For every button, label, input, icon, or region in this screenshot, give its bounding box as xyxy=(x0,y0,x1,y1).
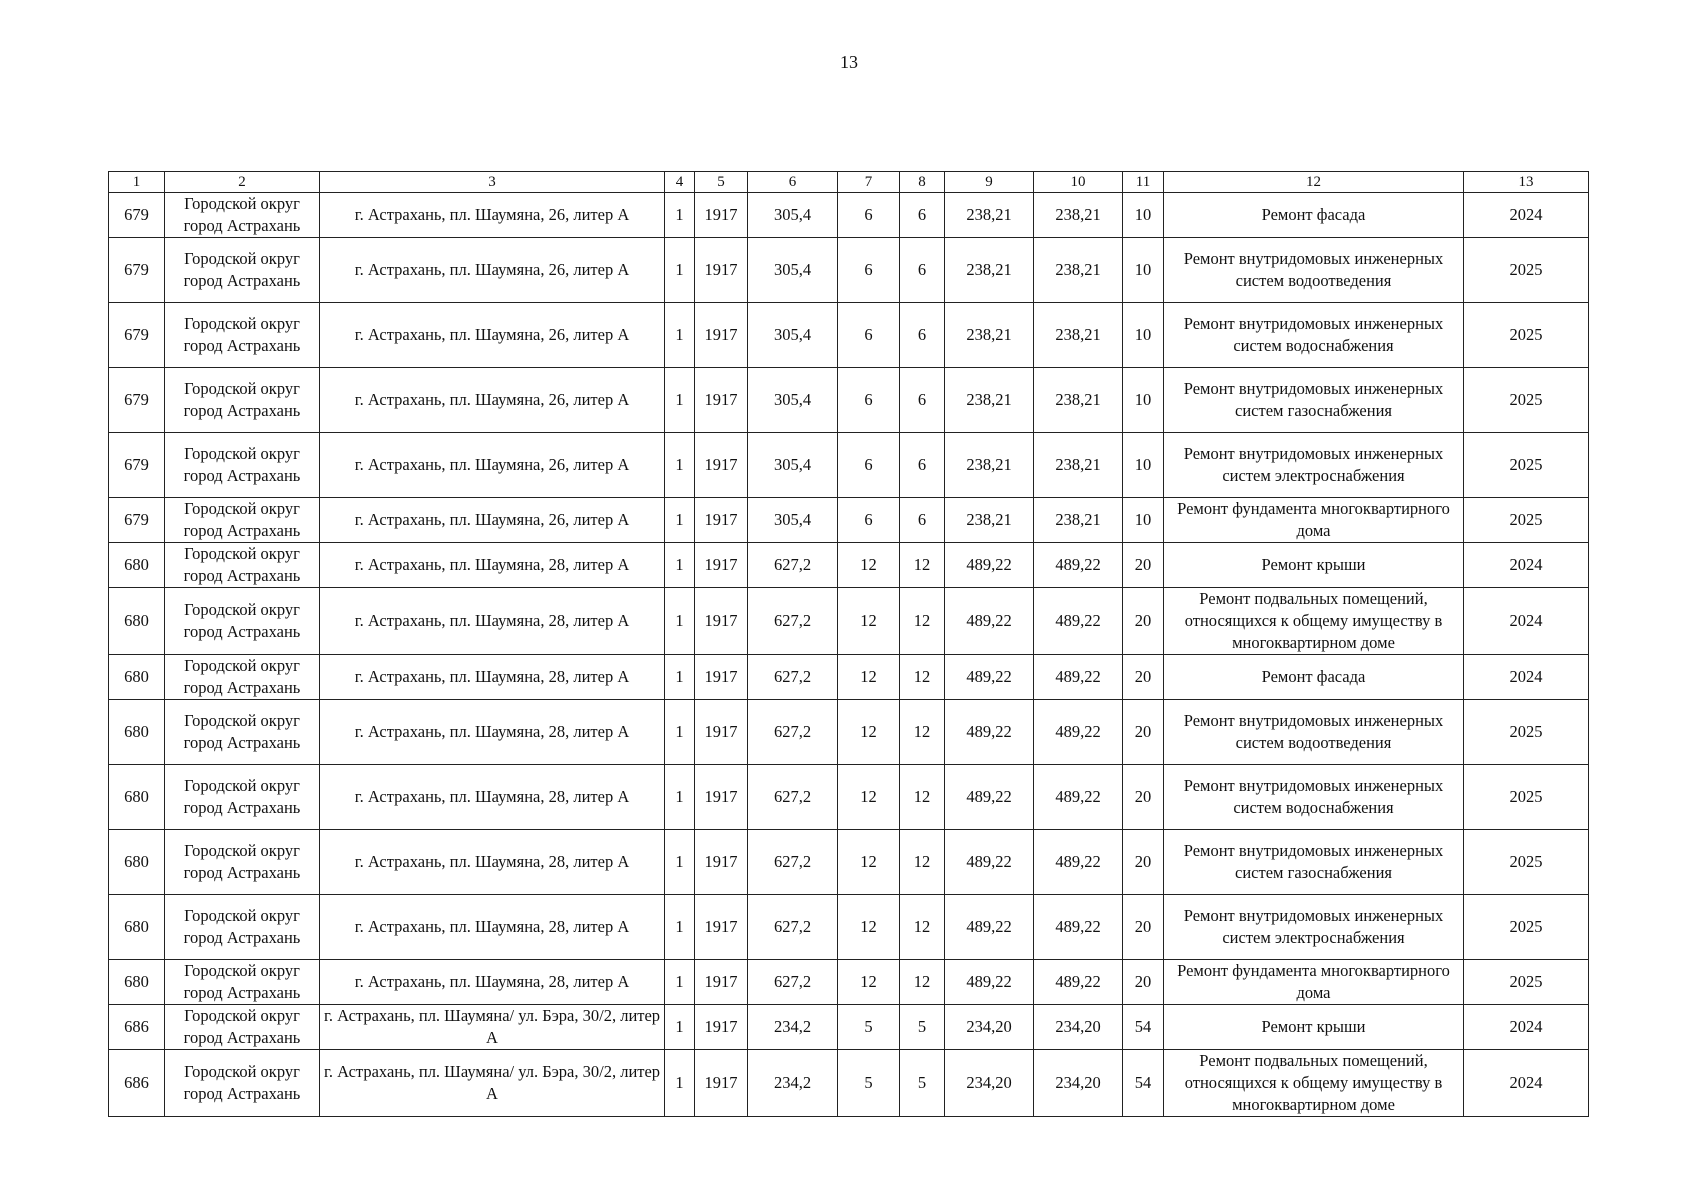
cell-col-4: 1 xyxy=(665,543,695,588)
table-row xyxy=(109,588,1589,655)
column-header: 3 xyxy=(320,172,665,193)
column-header: 13 xyxy=(1464,172,1589,193)
cell-address: г. Астрахань, пл. Шаумяна, 26, литер А xyxy=(320,238,665,303)
cell-address: г. Астрахань, пл. Шаумяна, 26, литер А xyxy=(320,433,665,498)
cell-municipality: Городской округ город Астрахань xyxy=(165,960,320,1005)
cell-period: 2025 xyxy=(1464,238,1589,303)
cell-col-8: 6 xyxy=(900,433,945,498)
cell-municipality: Городской округ город Астрахань xyxy=(165,1005,320,1050)
cell-period: 2025 xyxy=(1464,700,1589,765)
cell-year: 1917 xyxy=(695,588,748,655)
cell-area: 305,4 xyxy=(748,498,838,543)
cell-col-8: 5 xyxy=(900,1005,945,1050)
cell-area: 627,2 xyxy=(748,588,838,655)
cell-municipality: Городской округ город Астрахань xyxy=(165,303,320,368)
cell-object-number: 680 xyxy=(109,588,165,655)
cell-year: 1917 xyxy=(695,1005,748,1050)
cell-municipality: Городской округ город Астрахань xyxy=(165,543,320,588)
cell-col-10: 489,22 xyxy=(1034,960,1123,1005)
cell-work-type: Ремонт фасада xyxy=(1164,193,1464,238)
cell-col-8: 12 xyxy=(900,588,945,655)
cell-period: 2024 xyxy=(1464,1050,1589,1117)
cell-col-11: 20 xyxy=(1123,895,1164,960)
cell-period: 2025 xyxy=(1464,303,1589,368)
cell-col-10: 238,21 xyxy=(1034,433,1123,498)
cell-address: г. Астрахань, пл. Шаумяна, 28, литер А xyxy=(320,655,665,700)
cell-address: г. Астрахань, пл. Шаумяна, 26, литер А xyxy=(320,193,665,238)
cell-col-9: 238,21 xyxy=(945,303,1034,368)
cell-municipality: Городской округ город Астрахань xyxy=(165,588,320,655)
cell-object-number: 680 xyxy=(109,960,165,1005)
cell-work-type: Ремонт внутридомовых инженерных систем газоснабжения xyxy=(1164,368,1464,433)
cell-municipality: Городской округ город Астрахань xyxy=(165,1050,320,1117)
cell-period: 2024 xyxy=(1464,1005,1589,1050)
cell-col-9: 234,20 xyxy=(945,1050,1034,1117)
cell-work-type: Ремонт крыши xyxy=(1164,543,1464,588)
cell-col-4: 1 xyxy=(665,765,695,830)
cell-municipality: Городской округ город Астрахань xyxy=(165,765,320,830)
cell-col-4: 1 xyxy=(665,368,695,433)
cell-period: 2025 xyxy=(1464,498,1589,543)
cell-area: 305,4 xyxy=(748,368,838,433)
page-number: 13 xyxy=(840,52,858,72)
cell-year: 1917 xyxy=(695,303,748,368)
cell-col-10: 238,21 xyxy=(1034,498,1123,543)
cell-period: 2024 xyxy=(1464,588,1589,655)
cell-object-number: 679 xyxy=(109,303,165,368)
cell-col-11: 20 xyxy=(1123,960,1164,1005)
cell-year: 1917 xyxy=(695,700,748,765)
cell-period: 2025 xyxy=(1464,433,1589,498)
cell-municipality: Городской округ город Астрахань xyxy=(165,700,320,765)
cell-area: 627,2 xyxy=(748,543,838,588)
cell-col-7: 6 xyxy=(838,433,900,498)
cell-year: 1917 xyxy=(695,960,748,1005)
cell-address: г. Астрахань, пл. Шаумяна, 28, литер А xyxy=(320,895,665,960)
cell-col-4: 1 xyxy=(665,303,695,368)
cell-col-9: 489,22 xyxy=(945,700,1034,765)
cell-col-4: 1 xyxy=(665,1050,695,1117)
cell-object-number: 679 xyxy=(109,368,165,433)
cell-col-7: 12 xyxy=(838,765,900,830)
cell-area: 627,2 xyxy=(748,655,838,700)
cell-col-9: 489,22 xyxy=(945,588,1034,655)
cell-col-4: 1 xyxy=(665,960,695,1005)
table-row xyxy=(109,1005,1589,1050)
cell-col-9: 489,22 xyxy=(945,655,1034,700)
cell-col-8: 6 xyxy=(900,238,945,303)
cell-col-9: 238,21 xyxy=(945,498,1034,543)
cell-col-9: 489,22 xyxy=(945,895,1034,960)
cell-area: 305,4 xyxy=(748,238,838,303)
column-header: 5 xyxy=(695,172,748,193)
cell-object-number: 679 xyxy=(109,433,165,498)
cell-object-number: 679 xyxy=(109,498,165,543)
cell-address: г. Астрахань, пл. Шаумяна, 28, литер А xyxy=(320,830,665,895)
cell-col-9: 489,22 xyxy=(945,960,1034,1005)
table-row xyxy=(109,368,1589,433)
cell-col-10: 234,20 xyxy=(1034,1005,1123,1050)
table-row xyxy=(109,543,1589,588)
cell-work-type: Ремонт внутридомовых инженерных систем электроснабжения xyxy=(1164,433,1464,498)
table-body xyxy=(109,193,1589,1117)
cell-area: 234,2 xyxy=(748,1005,838,1050)
cell-work-type: Ремонт внутридомовых инженерных систем водоотведения xyxy=(1164,700,1464,765)
table-row xyxy=(109,895,1589,960)
table-row xyxy=(109,1050,1589,1117)
cell-col-10: 489,22 xyxy=(1034,588,1123,655)
cell-col-9: 234,20 xyxy=(945,1005,1034,1050)
cell-object-number: 680 xyxy=(109,543,165,588)
column-header: 1 xyxy=(109,172,165,193)
cell-area: 305,4 xyxy=(748,303,838,368)
cell-work-type: Ремонт внутридомовых инженерных систем газоснабжения xyxy=(1164,830,1464,895)
cell-municipality: Городской округ город Астрахань xyxy=(165,433,320,498)
cell-col-10: 238,21 xyxy=(1034,193,1123,238)
table-row xyxy=(109,960,1589,1005)
cell-col-4: 1 xyxy=(665,655,695,700)
table-row xyxy=(109,830,1589,895)
cell-object-number: 680 xyxy=(109,765,165,830)
cell-col-11: 10 xyxy=(1123,193,1164,238)
column-header: 4 xyxy=(665,172,695,193)
cell-col-10: 238,21 xyxy=(1034,238,1123,303)
cell-municipality: Городской округ город Астрахань xyxy=(165,193,320,238)
cell-area: 627,2 xyxy=(748,895,838,960)
cell-col-11: 20 xyxy=(1123,830,1164,895)
cell-year: 1917 xyxy=(695,193,748,238)
cell-col-9: 238,21 xyxy=(945,238,1034,303)
cell-work-type: Ремонт внутридомовых инженерных систем электроснабжения xyxy=(1164,895,1464,960)
cell-col-9: 238,21 xyxy=(945,368,1034,433)
cell-col-7: 6 xyxy=(838,368,900,433)
column-header: 11 xyxy=(1123,172,1164,193)
cell-period: 2024 xyxy=(1464,543,1589,588)
cell-col-8: 6 xyxy=(900,193,945,238)
column-header: 6 xyxy=(748,172,838,193)
cell-work-type: Ремонт внутридомовых инженерных систем водоснабжения xyxy=(1164,765,1464,830)
cell-col-8: 12 xyxy=(900,543,945,588)
cell-col-9: 489,22 xyxy=(945,830,1034,895)
cell-col-11: 54 xyxy=(1123,1005,1164,1050)
cell-col-4: 1 xyxy=(665,433,695,498)
cell-work-type: Ремонт фундамента многоквартирного дома xyxy=(1164,960,1464,1005)
cell-col-10: 238,21 xyxy=(1034,303,1123,368)
cell-col-10: 489,22 xyxy=(1034,543,1123,588)
table-row xyxy=(109,498,1589,543)
cell-col-8: 12 xyxy=(900,765,945,830)
cell-municipality: Городской округ город Астрахань xyxy=(165,238,320,303)
cell-work-type: Ремонт подвальных помещений, относящихся к общему имуществу в многоквартирном доме xyxy=(1164,588,1464,655)
cell-col-11: 10 xyxy=(1123,498,1164,543)
cell-col-11: 20 xyxy=(1123,588,1164,655)
cell-col-11: 10 xyxy=(1123,433,1164,498)
cell-col-8: 12 xyxy=(900,960,945,1005)
cell-col-8: 12 xyxy=(900,830,945,895)
cell-year: 1917 xyxy=(695,433,748,498)
cell-col-7: 6 xyxy=(838,238,900,303)
cell-work-type: Ремонт фасада xyxy=(1164,655,1464,700)
cell-area: 627,2 xyxy=(748,960,838,1005)
cell-period: 2025 xyxy=(1464,830,1589,895)
cell-col-11: 10 xyxy=(1123,303,1164,368)
table-row xyxy=(109,700,1589,765)
cell-object-number: 679 xyxy=(109,238,165,303)
cell-col-11: 20 xyxy=(1123,543,1164,588)
cell-col-11: 20 xyxy=(1123,700,1164,765)
cell-col-10: 489,22 xyxy=(1034,655,1123,700)
cell-col-10: 489,22 xyxy=(1034,765,1123,830)
cell-period: 2025 xyxy=(1464,960,1589,1005)
cell-object-number: 680 xyxy=(109,895,165,960)
column-header: 8 xyxy=(900,172,945,193)
cell-municipality: Городской округ город Астрахань xyxy=(165,655,320,700)
cell-col-4: 1 xyxy=(665,895,695,960)
cell-col-8: 5 xyxy=(900,1050,945,1117)
cell-year: 1917 xyxy=(695,368,748,433)
cell-col-4: 1 xyxy=(665,700,695,765)
cell-work-type: Ремонт внутридомовых инженерных систем водоснабжения xyxy=(1164,303,1464,368)
cell-address: г. Астрахань, пл. Шаумяна, 28, литер А xyxy=(320,960,665,1005)
column-number-row xyxy=(109,172,1589,193)
cell-address: г. Астрахань, пл. Шаумяна, 28, литер А xyxy=(320,543,665,588)
cell-col-7: 12 xyxy=(838,960,900,1005)
column-header: 2 xyxy=(165,172,320,193)
cell-area: 627,2 xyxy=(748,700,838,765)
cell-col-8: 6 xyxy=(900,368,945,433)
cell-col-7: 6 xyxy=(838,303,900,368)
cell-col-4: 1 xyxy=(665,588,695,655)
cell-col-8: 12 xyxy=(900,895,945,960)
cell-address: г. Астрахань, пл. Шаумяна/ ул. Бэра, 30/2, литер А xyxy=(320,1005,665,1050)
cell-area: 627,2 xyxy=(748,830,838,895)
cell-address: г. Астрахань, пл. Шаумяна, 26, литер А xyxy=(320,303,665,368)
cell-col-9: 238,21 xyxy=(945,433,1034,498)
cell-address: г. Астрахань, пл. Шаумяна/ ул. Бэра, 30/2, литер А xyxy=(320,1050,665,1117)
cell-col-4: 1 xyxy=(665,238,695,303)
cell-col-9: 489,22 xyxy=(945,765,1034,830)
cell-municipality: Городской округ город Астрахань xyxy=(165,498,320,543)
cell-area: 234,2 xyxy=(748,1050,838,1117)
cell-area: 305,4 xyxy=(748,433,838,498)
cell-year: 1917 xyxy=(695,655,748,700)
table-row xyxy=(109,765,1589,830)
cell-municipality: Городской округ город Астрахань xyxy=(165,895,320,960)
cell-col-7: 12 xyxy=(838,655,900,700)
cell-year: 1917 xyxy=(695,830,748,895)
cell-col-4: 1 xyxy=(665,830,695,895)
cell-col-7: 12 xyxy=(838,700,900,765)
capital-repair-table xyxy=(108,171,1589,1117)
cell-col-11: 20 xyxy=(1123,655,1164,700)
column-header: 12 xyxy=(1164,172,1464,193)
cell-year: 1917 xyxy=(695,1050,748,1117)
cell-col-7: 12 xyxy=(838,830,900,895)
cell-address: г. Астрахань, пл. Шаумяна, 28, литер А xyxy=(320,700,665,765)
column-header: 10 xyxy=(1034,172,1123,193)
cell-work-type: Ремонт крыши xyxy=(1164,1005,1464,1050)
table-row xyxy=(109,303,1589,368)
cell-col-8: 6 xyxy=(900,498,945,543)
cell-year: 1917 xyxy=(695,765,748,830)
cell-col-10: 489,22 xyxy=(1034,700,1123,765)
table-row xyxy=(109,655,1589,700)
cell-col-7: 12 xyxy=(838,543,900,588)
cell-col-7: 12 xyxy=(838,588,900,655)
cell-period: 2024 xyxy=(1464,655,1589,700)
column-header: 9 xyxy=(945,172,1034,193)
cell-col-10: 489,22 xyxy=(1034,895,1123,960)
table-row xyxy=(109,238,1589,303)
cell-work-type: Ремонт фундамента многоквартирного дома xyxy=(1164,498,1464,543)
cell-col-8: 6 xyxy=(900,303,945,368)
cell-address: г. Астрахань, пл. Шаумяна, 26, литер А xyxy=(320,368,665,433)
cell-col-8: 12 xyxy=(900,700,945,765)
cell-col-10: 238,21 xyxy=(1034,368,1123,433)
cell-municipality: Городской округ город Астрахань xyxy=(165,830,320,895)
cell-address: г. Астрахань, пл. Шаумяна, 28, литер А xyxy=(320,765,665,830)
table-row xyxy=(109,433,1589,498)
cell-col-11: 54 xyxy=(1123,1050,1164,1117)
cell-col-11: 20 xyxy=(1123,765,1164,830)
cell-municipality: Городской округ город Астрахань xyxy=(165,368,320,433)
cell-col-11: 10 xyxy=(1123,238,1164,303)
cell-area: 627,2 xyxy=(748,765,838,830)
cell-col-7: 5 xyxy=(838,1050,900,1117)
cell-col-9: 238,21 xyxy=(945,193,1034,238)
cell-object-number: 679 xyxy=(109,193,165,238)
cell-address: г. Астрахань, пл. Шаумяна, 26, литер А xyxy=(320,498,665,543)
table-row xyxy=(109,193,1589,238)
cell-address: г. Астрахань, пл. Шаумяна, 28, литер А xyxy=(320,588,665,655)
cell-col-11: 10 xyxy=(1123,368,1164,433)
cell-object-number: 680 xyxy=(109,655,165,700)
cell-col-7: 12 xyxy=(838,895,900,960)
cell-year: 1917 xyxy=(695,895,748,960)
cell-year: 1917 xyxy=(695,238,748,303)
cell-object-number: 686 xyxy=(109,1005,165,1050)
cell-col-10: 489,22 xyxy=(1034,830,1123,895)
cell-object-number: 680 xyxy=(109,830,165,895)
column-header: 7 xyxy=(838,172,900,193)
cell-col-10: 234,20 xyxy=(1034,1050,1123,1117)
cell-col-7: 6 xyxy=(838,193,900,238)
cell-object-number: 686 xyxy=(109,1050,165,1117)
cell-period: 2024 xyxy=(1464,193,1589,238)
cell-col-4: 1 xyxy=(665,193,695,238)
cell-work-type: Ремонт подвальных помещений, относящихся к общему имуществу в многоквартирном доме xyxy=(1164,1050,1464,1117)
cell-period: 2025 xyxy=(1464,368,1589,433)
cell-work-type: Ремонт внутридомовых инженерных систем водоотведения xyxy=(1164,238,1464,303)
cell-year: 1917 xyxy=(695,498,748,543)
cell-period: 2025 xyxy=(1464,895,1589,960)
cell-period: 2025 xyxy=(1464,765,1589,830)
cell-col-4: 1 xyxy=(665,498,695,543)
cell-year: 1917 xyxy=(695,543,748,588)
cell-col-4: 1 xyxy=(665,1005,695,1050)
cell-col-9: 489,22 xyxy=(945,543,1034,588)
cell-col-7: 6 xyxy=(838,498,900,543)
cell-col-7: 5 xyxy=(838,1005,900,1050)
cell-area: 305,4 xyxy=(748,193,838,238)
cell-col-8: 12 xyxy=(900,655,945,700)
cell-object-number: 680 xyxy=(109,700,165,765)
